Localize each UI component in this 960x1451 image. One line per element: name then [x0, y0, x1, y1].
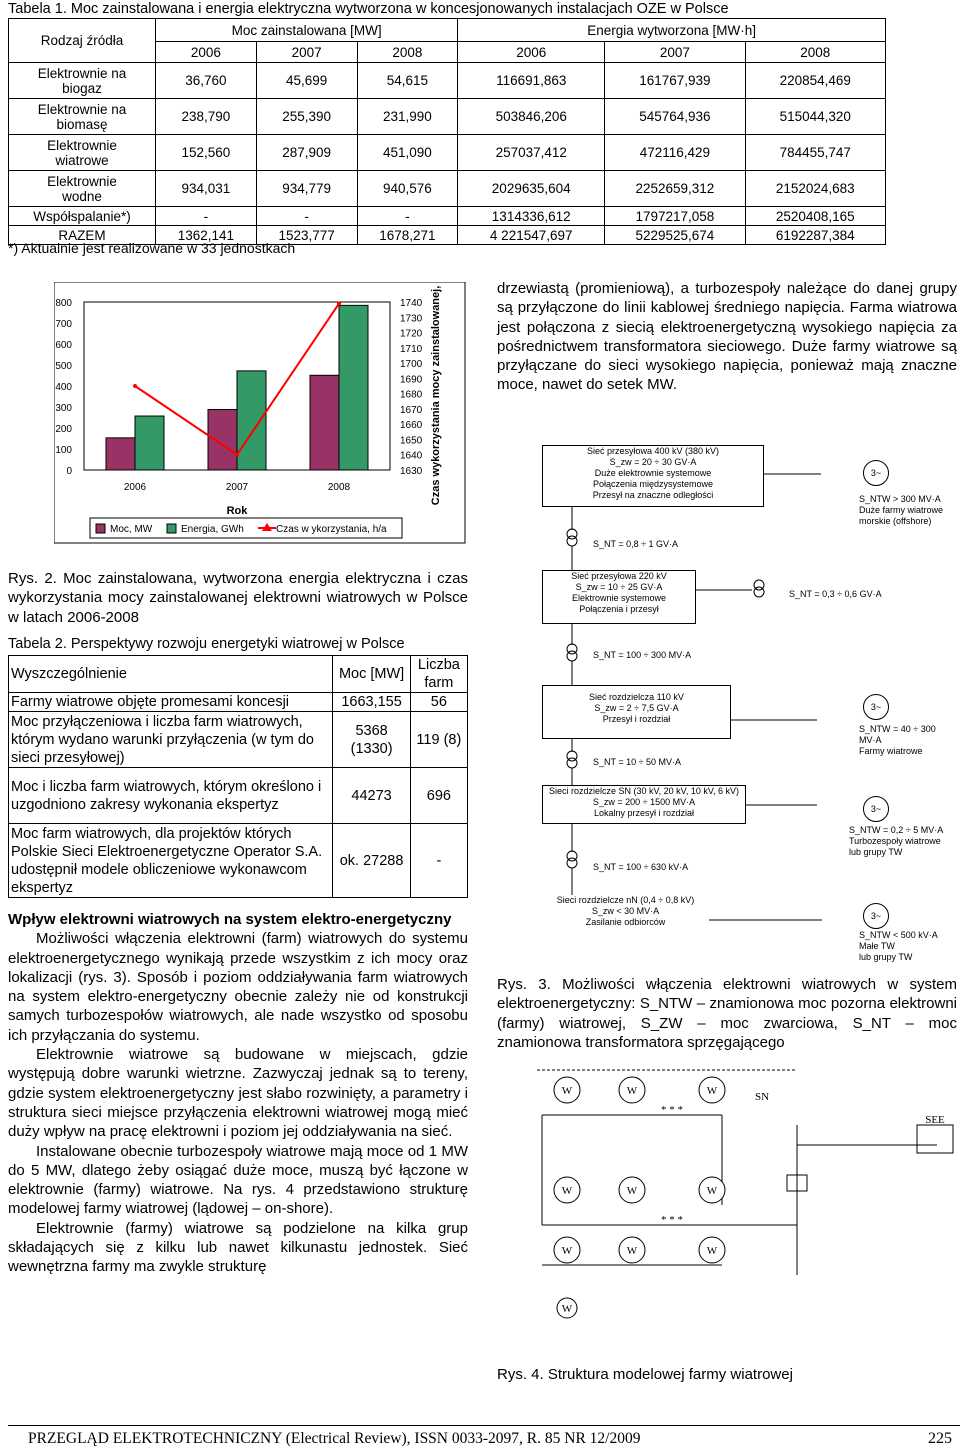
table1-cell: 472116,429: [605, 135, 745, 171]
table1-cell: 1523,777: [256, 226, 357, 245]
fig3-caption: Rys. 3. Możliwości włączenia elektrowni wiatrowych w system elektroenergetyczny: S_NTW – znamionowa moc pozorna elektrowni (farmy) wiatrowej, S_ZW – moc zwarciowa, S_NT – moc znamionowa transformatora sprzęgającego: [497, 976, 957, 1051]
generator-label: S_NTW > 300 MV·A Duże farmy wiatrowe morskie (offshore): [859, 494, 944, 526]
section-paragraph: Instalowane obecnie turbozespoły wiatrowe mają moce od 1 MW do 5 MW, dlatego żeby osiągać duże moce, muszą być łączone w elektrownie (farmy) wiatrowe. Na rys. 4 przedstawiono strukturę modelowej farmy wiatrowej (lądowej – on-shore).: [8, 1142, 468, 1218]
table1-year: 2007: [605, 42, 745, 63]
generator-icon: 3~: [863, 903, 889, 929]
table1-cell: 287,909: [256, 135, 357, 171]
table2-cell-power: 1663,155: [333, 693, 410, 712]
table1-header-power: Moc zainstalowana [MW]: [156, 19, 458, 42]
table2-cell-power: ok. 27288: [333, 824, 410, 898]
y-tick-label: 100: [55, 445, 72, 456]
y2-tick-label: 1660: [400, 420, 423, 432]
right-top-text: drzewiastą (promieniową), a turbozespoły należące do danej grupy są przyłączone do linii kablowej średniego napięcia. Farma wiatrowa jest połączona z siecią elektroenergetyczną wysokiego napięcia za pośrednictwem transformatora sieciowego. Duże farmy wiatrowe są przyłączane do sieci wysokiego napięcia, ponieważ mają znaczne moce, nawet do setek MW.: [497, 280, 957, 394]
turbine-label: W: [706, 1085, 718, 1097]
transformer-label: S_NT = 100 ÷ 300 MV·A: [593, 650, 692, 660]
table1-cell: 2252659,312: [605, 171, 745, 207]
turbine-label: W: [561, 1185, 573, 1197]
table1-cell: 1678,271: [357, 226, 458, 245]
table1-cell: 1362,141: [156, 226, 257, 245]
footer-journal: PRZEGLĄD ELEKTROTECHNICZNY (Electrical Review), ISSN 0033-2097, R. 85 NR 12/2009: [28, 1430, 641, 1447]
transformer-label: S_NT = 10 ÷ 50 MV·A: [593, 757, 682, 767]
turbine-label: W: [561, 1245, 573, 1257]
table1-row: [9, 99, 886, 135]
table2-row: [9, 712, 468, 768]
table1-cell: 545764,936: [605, 99, 745, 135]
table1-caption: Tabela 1. Moc zainstalowana i energia elektryczna wytworzona w koncesjonowanych instalacjach OZE w Polsce: [8, 1, 729, 17]
table1-header-source: Rodzaj źródła: [9, 19, 156, 63]
table2-cell-count: 696: [410, 768, 467, 824]
x-tick-label: 2006: [123, 482, 147, 493]
table1-row: [9, 135, 886, 171]
turbine-dots: * * *: [661, 1104, 683, 1116]
x-tick-label: 2007: [225, 482, 249, 493]
y2-tick-label: 1690: [400, 374, 423, 386]
fig3-diagram: [497, 440, 957, 960]
table1-cell: 934,031: [156, 171, 257, 207]
table1-cell: 5229525,674: [605, 226, 745, 245]
section-left: [8, 910, 468, 1277]
table1: [8, 18, 886, 245]
table1-cell: 238,790: [156, 99, 257, 135]
turbine-label: W: [626, 1185, 638, 1197]
bar-0: [106, 438, 135, 470]
network-box-nn: Sieci rozdzielcze nN (0,4 ÷ 0,8 kV) S_zw < 30 MV·A Zasilanie odbiorców: [542, 895, 709, 935]
table1-year: 2006: [156, 42, 257, 63]
fig4-caption: Rys. 4. Struktura modelowej farmy wiatrowej: [497, 1366, 793, 1383]
table1-footnote: *) Aktualnie jest realizowane w 33 jednostkach: [8, 240, 296, 256]
network-box-400kv: Sieć przesyłowa 400 kV (380 kV) S_zw = 20 ÷ 30 GV·A Duże elektrownie systemowe Połączenia międzysystemowe Przesył na znaczne odległości: [542, 445, 764, 507]
table2-cell-label: Moc przyłączeniowa i liczba farm wiatrowych, którym wydano warunki przyłączenia (w tym do sieci przesyłowej): [9, 712, 333, 768]
table1-row-label: Elektrownie wodne: [9, 171, 156, 207]
table1-cell: 2029635,604: [458, 171, 605, 207]
table2-header-power: Moc [MW]: [333, 656, 410, 693]
table1-row-label: Elektrownie wiatrowe: [9, 135, 156, 171]
section-heading: Wpływ elektrowni wiatrowych na system elektro-energetyczny: [8, 911, 452, 928]
table2-cell-label: Farmy wiatrowe objęte promesami koncesji: [9, 693, 333, 712]
farm-structure-svg: [497, 1055, 957, 1345]
table1-cell: 220854,469: [745, 63, 885, 99]
table1-row-label: Elektrownie na biomasę: [9, 99, 156, 135]
y2-tick-label: 1740: [400, 298, 423, 309]
y-tick-label: 400: [55, 382, 72, 393]
bar-0: [208, 410, 237, 470]
y-tick-label: 800: [55, 298, 72, 309]
generator-icon: 3~: [863, 796, 889, 822]
table1-cell: 451,090: [357, 135, 458, 171]
table2-header-count: Liczba farm: [410, 656, 467, 693]
turbine-label: W: [626, 1245, 638, 1257]
network-box-110kv: Sieć rozdzielcza 110 kV S_zw = 2 ÷ 7,5 GV·A Przesył i rozdział: [542, 685, 731, 739]
table1-cell: 2520408,165: [745, 207, 885, 226]
turbine-label: W: [561, 1303, 573, 1315]
legend-label: Energia, GWh: [181, 524, 244, 535]
turbine-dots: * * *: [661, 1214, 683, 1226]
transformer-label: S_NT = 0,8 ÷ 1 GV·A: [593, 539, 679, 549]
table1-cell: 161767,939: [605, 63, 745, 99]
table1-cell: 257037,412: [458, 135, 605, 171]
table1-row-label: Współspalanie*): [9, 207, 156, 226]
table1-row-label: RAZEM: [9, 226, 156, 245]
bar-0: [310, 375, 339, 470]
table2-cell-label: Moc farm wiatrowych, dla projektów których Polskie Sieci Elektroenergetyczne Operator S.A. udostępnił modele obliczeniowe wykonawcom ekspertyz: [9, 824, 333, 898]
table1-cell: 54,615: [357, 63, 458, 99]
generator-label: S_NTW = 0,2 ÷ 5 MV·A Turbozespoły wiatrowe lub grupy TW: [849, 825, 944, 857]
bar-1: [339, 305, 368, 470]
table2-cell-power: 44273: [333, 768, 410, 824]
table1-cell: 6192287,384: [745, 226, 885, 245]
table1-cell: 784455,747: [745, 135, 885, 171]
table1-cell: 934,779: [256, 171, 357, 207]
table1-row: [9, 63, 886, 99]
table1-cell: 515044,320: [745, 99, 885, 135]
table1-row: [9, 207, 886, 226]
turbine-label: W: [561, 1085, 573, 1097]
see-label: SEE: [925, 1114, 945, 1126]
table2-row: [9, 824, 468, 898]
legend-swatch: [167, 524, 176, 533]
y-tick-label: 0: [66, 466, 72, 477]
table1-year: 2007: [256, 42, 357, 63]
y-tick-label: 700: [55, 319, 72, 330]
y-tick-label: 500: [55, 361, 72, 372]
chart-svg: [54, 282, 466, 544]
table1-header-energy: Energia wytworzona [MW·h]: [458, 19, 886, 42]
legend-swatch: [96, 524, 105, 533]
section-paragraph: Elektrownie (farmy) wiatrowe są podzielone na kilka grup składających się z kilku lub nawet kilkunastu jednostek. Sieć wewnętrzna farmy ma zwykle strukturę: [8, 1219, 468, 1276]
table1-year: 2008: [745, 42, 885, 63]
y2-tick-label: 1700: [400, 359, 423, 371]
table1-cell: 152,560: [156, 135, 257, 171]
network-box-sn: Sieci rozdzielcze SN (30 kV, 20 kV, 10 kV, 6 kV) S_zw = 200 ÷ 1500 MV·A Lokalny przesył i rozdział: [542, 785, 746, 824]
table1-cell: -: [357, 207, 458, 226]
table1-cell: 255,390: [256, 99, 357, 135]
turbine-label: W: [626, 1085, 638, 1097]
y2-tick-label: 1670: [400, 404, 423, 416]
bar-1: [237, 371, 266, 470]
table2-cell-count: 56: [410, 693, 467, 712]
network-box-220kv: Sieć przesyłowa 220 kV S_zw = 10 ÷ 25 GV·A Elektrownie systemowe Połączenia i przesył: [542, 570, 696, 624]
chart-fig2: [54, 282, 466, 544]
table2-row: [9, 768, 468, 824]
sn-label: SN: [754, 1091, 770, 1103]
table1-cell: 2152024,683: [745, 171, 885, 207]
y2-tick-label: 1680: [400, 389, 423, 401]
y2-tick-label: 1650: [400, 435, 423, 447]
fig4-diagram: [497, 1055, 957, 1345]
y-tick-label: 200: [55, 424, 72, 435]
table1-cell: 231,990: [357, 99, 458, 135]
table1-row-label: Elektrownie na biogaz: [9, 63, 156, 99]
table2-caption: Tabela 2. Perspektywy rozwoju energetyki wiatrowej w Polsce: [8, 636, 405, 652]
section-paragraph: Możliwości włączenia elektrowni (farm) wiatrowych do systemu elektroenergetycznego wynikają przede wszystkim z ich mocy oraz lokalizacji (rys. 3). Sposób i poziom oddziaływania farm wiatrowych na system elektro-energetyczny obecnie zależy nie od konstrukcji samych turbozespołów wiatrowych, ale nade wszystko od sposobu ich przyłączania do systemu.: [8, 930, 468, 1044]
table1-cell: -: [256, 207, 357, 226]
table2-header-desc: Wyszczególnienie: [9, 656, 333, 693]
y2-tick-label: 1630: [400, 466, 423, 477]
table2-cell-count: -: [410, 824, 467, 898]
table1-cell: 36,760: [156, 63, 257, 99]
transformer-label: S_NT = 0,3 ÷ 0,6 GV·A: [789, 589, 882, 599]
usage-time-point: [235, 453, 239, 457]
table1-year: 2008: [357, 42, 458, 63]
table2-row: [9, 693, 468, 712]
footer-rule: [8, 1425, 960, 1426]
table1-cell: 940,576: [357, 171, 458, 207]
table2-cell-label: Moc i liczba farm wiatrowych, którym określono i uzgodniono zakresy wykonania ekspertyz: [9, 768, 333, 824]
y2-axis-title: Czas wykorzystania mocy zainstalowanej, h/a: [430, 282, 442, 506]
turbine-label: W: [706, 1185, 718, 1197]
generator-label: S_NTW = 40 ÷ 300 MV·A Farmy wiatrowe: [859, 724, 936, 756]
table1-cell: 1797217,058: [605, 207, 745, 226]
table2: [8, 655, 468, 898]
y2-tick-label: 1730: [400, 313, 423, 325]
generator-label: S_NTW < 500 kV·A Małe TW lub grupy TW: [859, 930, 938, 962]
y2-tick-label: 1720: [400, 328, 423, 340]
x-tick-label: 2008: [327, 482, 351, 493]
legend-label: Czas w ykorzystania, h/a: [276, 524, 387, 535]
y-tick-label: 300: [55, 403, 72, 414]
section-paragraph: Elektrownie wiatrowe są budowane w miejscach, gdzie występują dobre warunki wietrzne. Zazwyczaj jednak są to tereny, gdzie system elektroenergetyczny jest słabo rozwinięty, a parametry i struktura sieci miejsce przyłączenia elektrowni wiatrowej mogą mieć duży wpływ na pracę elektrowni i poziom jej oddziaływania na sieć.: [8, 1046, 468, 1141]
table1-row: [9, 171, 886, 207]
transformer-label: S_NT = 100 ÷ 630 kV·A: [593, 862, 689, 872]
generator-icon: 3~: [863, 460, 889, 486]
footer-page: 225: [928, 1430, 952, 1447]
table1-cell: 4 221547,697: [458, 226, 605, 245]
fig2-caption: Rys. 2. Moc zainstalowana, wytworzona energia elektryczna i czas wykorzystania mocy zainstalowanej elektrowni wiatrowych w Polsce w latach 2006-2008: [8, 570, 468, 626]
usage-time-point: [337, 302, 341, 306]
table1-cell: 45,699: [256, 63, 357, 99]
y2-tick-label: 1640: [400, 450, 423, 462]
table1-cell: 116691,863: [458, 63, 605, 99]
table2-cell-power: 5368 (1330): [333, 712, 410, 768]
generator-icon: 3~: [863, 694, 889, 720]
table1-cell: -: [156, 207, 257, 226]
x-axis-title: Rok: [226, 505, 248, 517]
table1-cell: 1314336,612: [458, 207, 605, 226]
table1-cell: 503846,206: [458, 99, 605, 135]
usage-time-point: [133, 384, 137, 388]
y2-tick-label: 1710: [400, 343, 423, 355]
table2-cell-count: 119 (8): [410, 712, 467, 768]
y-tick-label: 600: [55, 340, 72, 351]
table1-year: 2006: [458, 42, 605, 63]
bar-1: [135, 416, 164, 470]
legend-label: Moc, MW: [110, 524, 153, 535]
turbine-label: W: [706, 1245, 718, 1257]
